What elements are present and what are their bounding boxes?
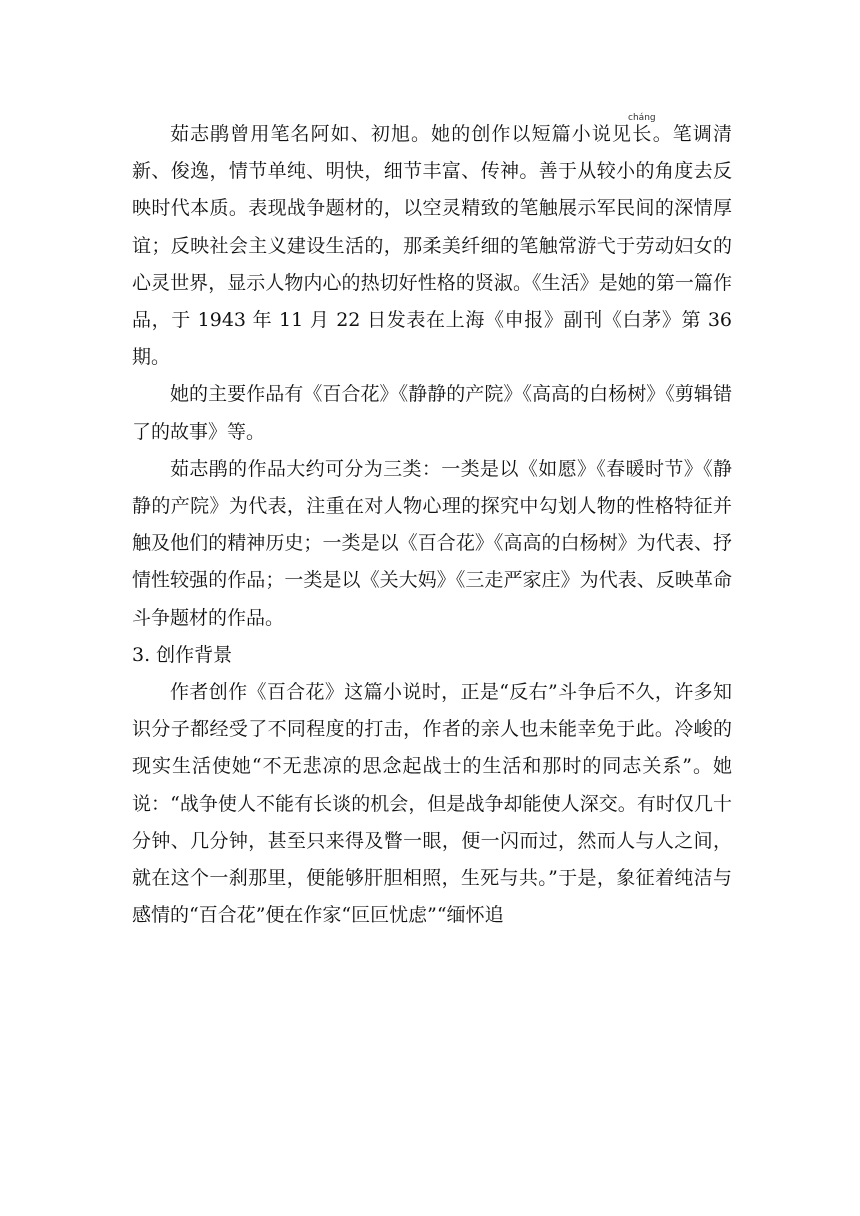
ruby-base-char: 长 xyxy=(628,123,656,145)
intro-text-before-ruby: 茹志鹃曾用笔名阿如、初旭。她的创作以短篇小说见 xyxy=(170,123,633,145)
section-heading: 3. 创作背景 xyxy=(132,643,233,666)
document-body xyxy=(132,113,732,934)
paragraph-author-intro xyxy=(132,113,732,376)
paragraph-creation-background: 作者创作《百合花》这篇小说时，正是“反右”斗争后不久，许多知识分子都经受了不同程度的打击，作者的亲人也未能幸免于此。冷峻的现实生活使她“不无悲凉的思念起战士的生活和那时的同志关系”。她说：“战争使人不能有长谈的机会，但是战争却能使人深交。有时仅几十分钟、几分钟，甚至只来得及瞥一眼，便一闪而过，然而人与人之间，就在这个一刹那里，便能够肝胆相照，生死与共。”于是，象征着纯洁与感情的“百合花”便在作家“叵叵忧虑”“缅怀追 xyxy=(132,681,732,927)
paragraph-main-works: 她的主要作品有《百合花》《静静的产院》《高高的白杨树》《剪辑错了的故事》等。 xyxy=(132,383,732,443)
intro-text-after-ruby: 。笔调清新、俊逸，情节单纯、明快，细节丰富、传神。善于从较小的角度去反映时代本质。表现战争题材的，以空灵精致的笔触展示军民间的深情厚谊；反映社会主义建设生活的，那柔美纤细的笔触常游弋于劳动妇女的心灵世界，显示人物内心的热切好性格的贤淑。《生活》是她的第一篇作品，于 1943 年 11 月 22 日发表在上海《申报》副刊《白茅》第 36 期。 xyxy=(132,123,732,369)
pinyin-annotation xyxy=(628,113,656,145)
paragraph-work-categories: 茹志鹃的作品大约可分为三类：一类是以《如愿》《春暖时节》《静静的产院》为代表，注重在对人物心理的探究中勾划人物的性格特征并触及他们的精神历史；一类是以《百合花》《高高的白杨树》为代表、抒情性较强的作品；一类是以《关大妈》《三走严家庄》为代表、反映革命斗争题材的作品。 xyxy=(132,457,732,629)
ruby-pinyin: cháng xyxy=(628,113,656,123)
